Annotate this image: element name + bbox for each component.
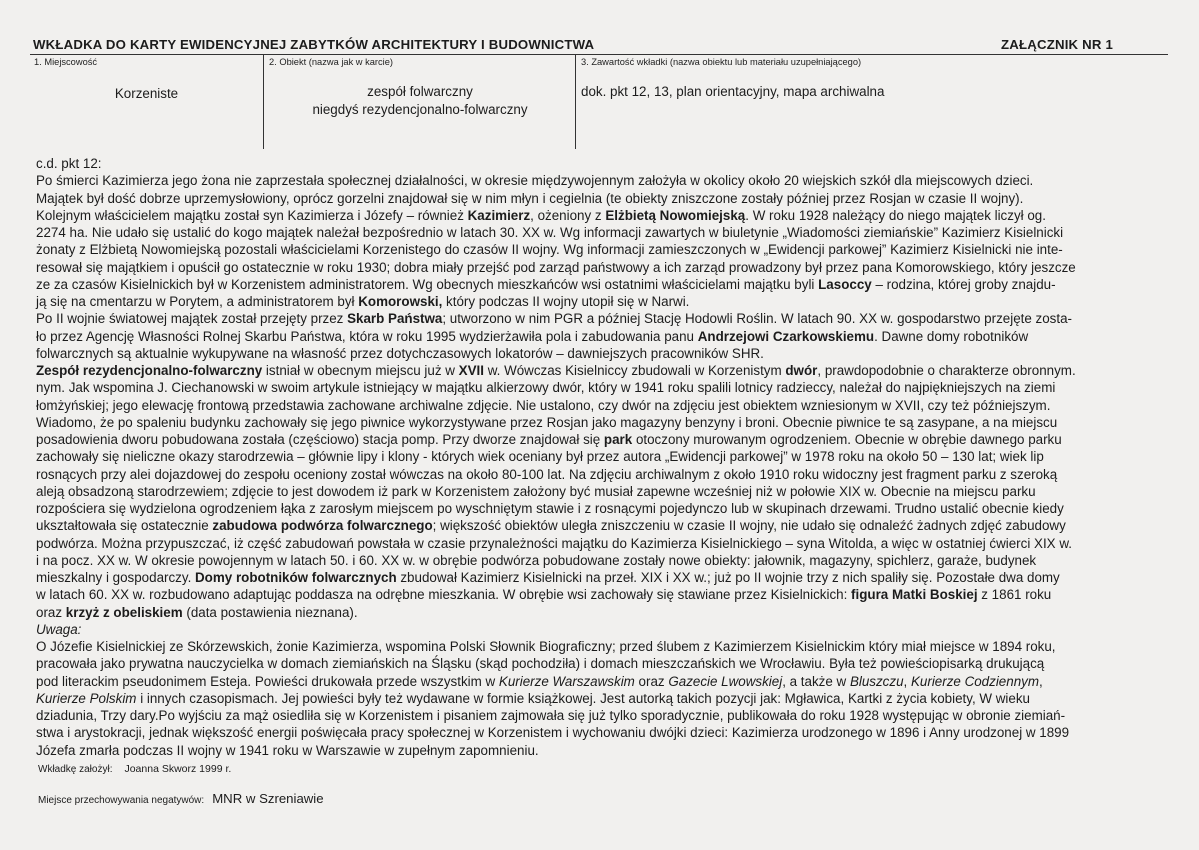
text-line: folwarcznych są aktualnie wykupywane na własność przez dotychczasowych lokatorów – dawniejszych pracowników SHR. bbox=[36, 345, 764, 361]
bold-term: zabudowa podwórza folwarcznego bbox=[212, 518, 433, 534]
text-line: ją się na cmentarzu w Porytem, a administratorem był Komorowski, który podczas II wojny utopił się w Narwi. bbox=[36, 294, 690, 309]
text-line: 2274 ha. Nie udało się ustalić do kogo majątek należał bezpośrednio w latach 30. XX w. Wg informacji zawartych w biuletynie „Wiadomości ziemiańskie” Kazimierz Kisielnicki bbox=[36, 225, 1064, 240]
contents-cell bbox=[575, 54, 1169, 149]
text-line: aleją obsadzoną starodrzewiem; zdjęcie to jest dowodem iż park w Korzenistem założony być musiał zapewne wcześniej niż w połowie XIX w. Obecnie na miejscu parku bbox=[36, 483, 1036, 499]
text-line: pracowała jako prywatna nauczycielka w domach ziemiańskich na Śląsku (skąd pochodziła) i domach mieszczańskich we Wrocławiu. Była też powieściopisarką drukującą bbox=[36, 656, 1045, 672]
bold-term: park bbox=[603, 432, 633, 447]
locality-cell bbox=[30, 54, 263, 149]
bold-term: dwór bbox=[785, 363, 818, 378]
created-by bbox=[38, 763, 231, 775]
locality-label: 1. Miejscowość bbox=[34, 57, 98, 67]
text-line: ło przez Agencję Własności Rolnej Skarbu Państwa, która w roku 1995 wydzierżawiła pola i zabudowania panu Andrzejowi Czarkowskiemu. Dawne domy robotników bbox=[36, 328, 1029, 344]
created-label: Wkładkę założył: bbox=[38, 764, 113, 775]
bold-term: Skarb Państwa bbox=[347, 311, 443, 327]
bold-term: Komorowski, bbox=[358, 294, 443, 309]
text-line: Kurierze Polskim i innych czasopismach. Jej powieści były też wydawane w formie książkowej. Jest autorką takich pozycji jak: Mgławica, Kartki z życia kobiety, W wieku bbox=[36, 690, 1030, 706]
bold-term: Andrzejowi Czarkowskiemu bbox=[697, 328, 875, 344]
text-line: posadowienia dworu pobudowana została (częściowo) stacja pomp. Przy dworze znajdował się park otoczony murowanym ogrodzeniem. Obecnie w obrębie dawnego parku bbox=[36, 432, 1062, 447]
italic-title: Kurierze Polskim bbox=[36, 690, 137, 706]
object-value-line2: niegdyś rezydencjonalno-folwarczny bbox=[312, 102, 528, 117]
bold-term: Lasoccy bbox=[818, 276, 872, 292]
negatives-storage bbox=[38, 791, 324, 806]
text-line: O Józefie Kisielnickiej ze Skórzewskich, żonie Kazimierza, wspomina Polski Słownik Biograficzny; przed ślubem z Kazimierzem Kisielnickim który miał miejsce w 1894 roku, bbox=[36, 639, 1056, 654]
object-value bbox=[264, 83, 576, 119]
text-line: w latach 60. XX w. rozbudowano adaptując poddasza na odrębne mieszkania. W obrębie wsi zachowały się stawiane przez Kisielnickich: figura Matki Boskiej z 1861 roku bbox=[36, 587, 1052, 603]
bold-term: Kazimierz bbox=[467, 207, 531, 223]
text-line: ukształtowała się ostatecznie zabudowa podwórza folwarcznego; większość obiektów uległa zniszczeniu w czasie II wojny, nie udało się odnaleźć żadnych zdjęć zabudowy bbox=[36, 518, 1066, 534]
text-line: Po II wojnie światowej majątek został przejęty przez Skarb Państwa; utworzono w nim PGR a później Stację Hodowli Roślin. W latach 90. XX w. gospodarstwo przejęte zosta- bbox=[36, 311, 1073, 327]
object-cell bbox=[263, 54, 576, 149]
italic-title: Bluszczu bbox=[849, 673, 904, 689]
italic-title: Kurierze Warszawskim bbox=[498, 673, 635, 689]
text-line: resował się majątkiem i opuścił go ostatecznie w roku 1930; dobra miały przejść pod zarząd państwowy a ich zarząd prowadzony był przez pana Komorowskiego, który jeszcze bbox=[36, 259, 1076, 275]
main-text bbox=[36, 155, 1166, 759]
contents-label: 3. Zawartość wkładki (nazwa obiektu lub materiału uzupełniającego) bbox=[581, 57, 862, 67]
text-line: łomżyńskiej; jego elewację frontową przedstawia zachowane archiwalne zdjęcie. Nie ustalono, czy dwór na zdjęciu jest obiektem wzniesionym w XVII, czy też późniejszym. bbox=[36, 397, 1051, 413]
section-heading: c.d. pkt 12: bbox=[36, 156, 102, 171]
storage-label: Miejsce przechowywania negatywów: bbox=[38, 795, 205, 806]
text-line: Wiadomo, że po spaleniu budynku zachowały się jego piwnice wykorzystywane przez Rosjan jako magazyny benzyny i broni. Obecnie piwnice te są zasypane, a na miejscu bbox=[36, 414, 1058, 430]
text-line: stwa i arystokracji, jednak większość energii poświęcała pracy społecznej w Korzenistem i wychowaniu dwójki dzieci: Kazimierza urodzonego w 1896 i Anny urodzonej w 1899 bbox=[36, 725, 1070, 741]
annex-label: ZAŁĄCZNIK NR 1 bbox=[1001, 37, 1113, 52]
form-title: WKŁADKA DO KARTY EWIDENCYJNEJ ZABYTKÓW ARCHITEKTURY I BUDOWNICTWA bbox=[33, 37, 595, 52]
text-line: Po śmierci Kazimierza jego żona nie zaprzestała społecznej działalności, w okresie międzywojennym założyła w okolicy około 20 wiejskich szkół dla miejscowych dzieci. bbox=[36, 173, 1034, 189]
text-line: mieszkalny i gospodarczy. Domy robotników folwarcznych zbudował Kazimierz Kisielnicki na przeł. XIX i XX w.; już po II wojnie trzy z nich spaliły się. Pozostałe dwa domy bbox=[36, 570, 1060, 585]
note-heading: Uwaga: bbox=[36, 621, 82, 637]
italic-title: Kurierze Codziennym bbox=[910, 673, 1039, 689]
bold-term: krzyż z obeliskiem bbox=[65, 604, 183, 620]
text-line: i na pocz. XX w. W okresie powojennym w latach 50. i 60. XX w. w obrębie podwórza pobudowane zostały nowe obiekty: jałownik, magazyny, spichlerz, garaże, budynek bbox=[36, 552, 1037, 568]
text-line: ze za czasów Kisielnickich był w Korzenistem administratorem. Wg obecnych mieszkańców wsi ostatnimi właścicielami majątku byli Lasoccy – rodzina, której groby znajdu- bbox=[36, 276, 1056, 292]
text-line: dziadunia, Trzy dary.Po wyjściu za mąż osiedliła się w Korzenistem i pisaniem zajmowała się już tylko sporadycznie, publikowała do roku 1928 występując w obronie ziemiań- bbox=[36, 708, 1066, 723]
object-value-line1: zespół folwarczny bbox=[367, 84, 473, 99]
text-line: Majątek był dość dobrze uprzemysłowiony, oprócz gorzelni znajdował się w nim młyn i cegielnia (te obiekty zniszczone zostały później przez Rosjan w czasie II wojny). bbox=[36, 190, 1024, 206]
bold-term: Elżbietą Nowomiejską bbox=[605, 207, 746, 223]
text-line: Zespół rezydencjonalno-folwarczny istniał w obecnym miejscu już w XVII w. Wówczas Kisielniccy zbudowali w Korzenistym dwór, prawdopodobnie o charakterze obronnym. bbox=[36, 363, 1076, 378]
bold-term: Zespół rezydencjonalno-folwarczny bbox=[36, 363, 263, 378]
bold-term: XVII bbox=[458, 363, 484, 378]
text-line: rosnących przy alei dojazdowej do zespołu oceniony został wówczas na około 80-100 lat. Na zdjęciu archiwalnym z około 1910 roku widoczny jest fragment parku z szeroką bbox=[36, 466, 1058, 482]
text-line: Kolejnym właścicielem majątku został syn Kazimierza i Józefy – również Kazimierz, ożeniony z Elżbietą Nowomiejską. W roku 1928 należący do niego majątek liczył og. bbox=[36, 207, 1046, 223]
text-line: Józefa zmarła podczas II wojny w 1941 roku w Warszawie w zupełnym zapomnieniu. bbox=[36, 742, 539, 758]
bold-term: Domy robotników folwarcznych bbox=[195, 570, 397, 585]
object-label: 2. Obiekt (nazwa jak w karcie) bbox=[269, 57, 394, 67]
text-line: żonaty z Elżbietą Nowomiejską pozostali właścicielami Korzenistego do czasów II wojny. Wg informacji zamieszczonych w „Ewidencji parkowej” Kazimierz Kisielnicki nie inte- bbox=[36, 242, 1063, 258]
text-line: nym. Jak wspomina J. Ciechanowski w swoim artykule istniejący w majątku alkierzowy dwór, który w 1941 roku spalili lotnicy radzieccy, należał do najpiękniejszych na ziemi bbox=[36, 380, 1056, 396]
contents-value: dok. pkt 12, 13, plan orientacyjny, mapa archiwalna bbox=[581, 84, 885, 99]
text-line: oraz krzyż z obeliskiem (data postawienia nieznana). bbox=[36, 604, 358, 620]
created-value: Joanna Skworz 1999 r. bbox=[124, 763, 232, 775]
locality-value: Korzeniste bbox=[114, 86, 179, 101]
text-line: rozpościera się wydzielona ogrodzeniem łąka z zarosłym miejscem po wyschniętym stawie i z rosnącymi pojedynczo lub w skupinach drzewami. Trudno ustalić obecnie kiedy bbox=[36, 501, 1064, 516]
text-line: pod literackim pseudonimem Esteja. Powieści drukowała przede wszystkim w Kurierze Warszawskim oraz Gazecie Lwowskiej, a także w Bluszczu, Kurierze Codziennym, bbox=[36, 673, 1043, 689]
form-fields-row bbox=[30, 54, 1168, 149]
storage-value: MNR w Szreniawie bbox=[212, 791, 324, 806]
text-line: podwórza. Można przypuszczać, iż część zabudowań powstała w czasie przynależności majątku do Kazimierza Kisielnickiego – syna Witolda, a więc w ostatniej ćwierci XIX w. bbox=[36, 535, 1072, 551]
bold-term: figura Matki Boskiej bbox=[851, 587, 978, 603]
italic-title: Gazecie Lwowskiej bbox=[668, 673, 783, 689]
text-line: zachowały się nieliczne okazy starodrzewia – głównie lipy i klony - których wiek oceniany był przez autora „Ewidencji parkowej” w 1978 roku na około 50 – 130 lat; wiek lip bbox=[36, 449, 1044, 465]
